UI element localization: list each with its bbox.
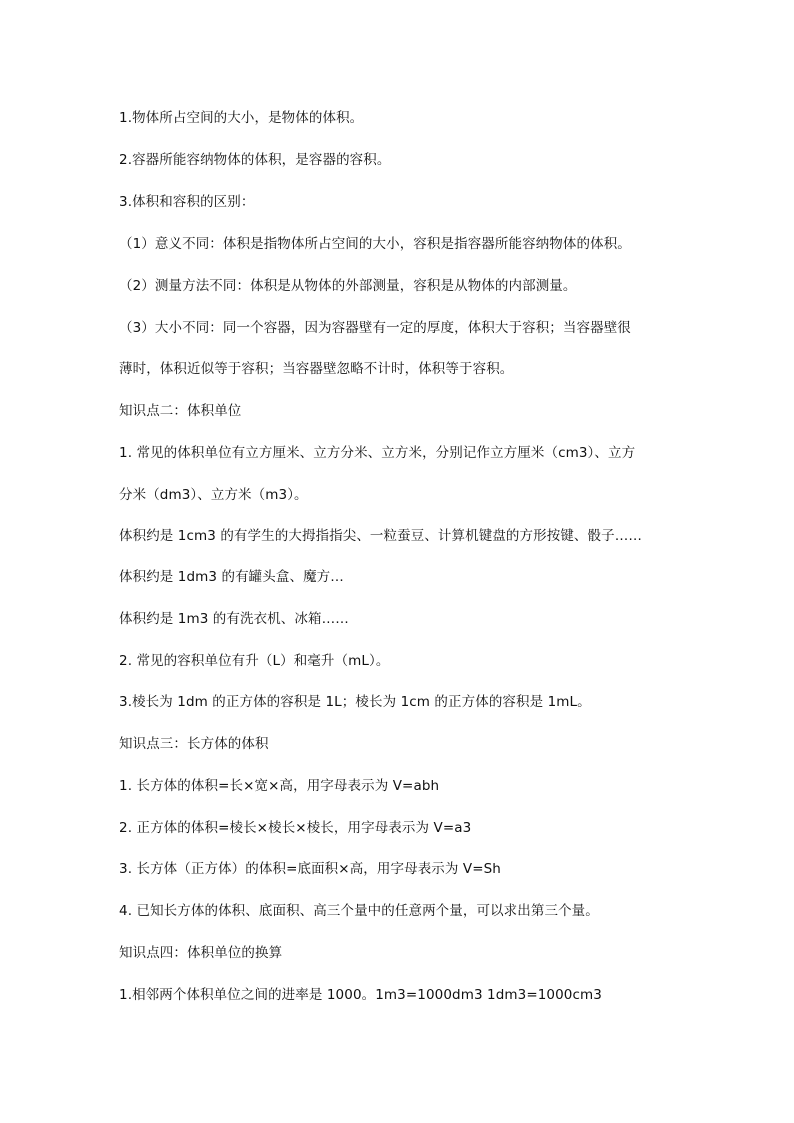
difference-size-line-1: （3）大小不同：同一个容器，因为容器壁有一定的厚度，体积大于容积；当容器壁很 [119,320,631,336]
difference-size-line-2: 薄时，体积近似等于容积；当容器壁忽略不计时，体积等于容积。 [119,361,514,377]
difference-meaning: （1）意义不同：体积是指物体所占空间的大小，容积是指容器所能容纳物体的体积。 [119,236,631,252]
formula-base-area: 3. 长方体（正方体）的体积=底面积×高，用字母表示为 V=Sh [119,861,501,877]
example-1dm3: 体积约是 1dm3 的有罐头盒、魔方… [119,569,344,585]
formula-inverse-note: 4. 已知长方体的体积、底面积、高三个量中的任意两个量，可以求出第三个量。 [119,903,599,919]
section-heading-cuboid-volume: 知识点三：长方体的体积 [119,736,269,752]
formula-cuboid: 1. 长方体的体积=长×宽×高，用字母表示为 V=abh [119,778,440,794]
cube-capacity-relation: 3.棱长为 1dm 的正方体的容积是 1L；棱长为 1cm 的正方体的容积是 1mL。 [119,694,591,710]
definition-volume: 1.物体所占空间的大小，是物体的体积。 [119,110,364,126]
section-heading-unit-conversion: 知识点四：体积单位的换算 [119,945,283,961]
formula-cube: 2. 正方体的体积=棱长×棱长×棱长，用字母表示为 V=a3 [119,820,472,836]
definition-capacity: 2.容器所能容纳物体的体积，是容器的容积。 [119,152,391,168]
example-1m3: 体积约是 1m3 的有洗衣机、冰箱…… [119,611,349,627]
example-1cm3: 体积约是 1cm3 的有学生的大拇指指尖、一粒蚕豆、计算机键盘的方形按键、骰子…… [119,528,642,544]
volume-units-line-1: 1. 常见的体积单位有立方厘米、立方分米、立方米，分别记作立方厘米（cm3）、立方 [119,445,636,461]
capacity-units: 2. 常见的容积单位有升（L）和毫升（mL）。 [119,653,390,669]
section-heading-volume-units: 知识点二：体积单位 [119,403,242,419]
volume-units-line-2: 分米（dm3）、立方米（m3）。 [119,487,308,503]
difference-heading: 3.体积和容积的区别： [119,194,255,210]
unit-conversion-rate: 1.相邻两个体积单位之间的进率是 1000。1m3=1000dm3 1dm3=1000cm3 [119,987,602,1003]
difference-measurement: （2）测量方法不同：体积是从物体的外部测量，容积是从物体的内部测量。 [119,278,577,294]
